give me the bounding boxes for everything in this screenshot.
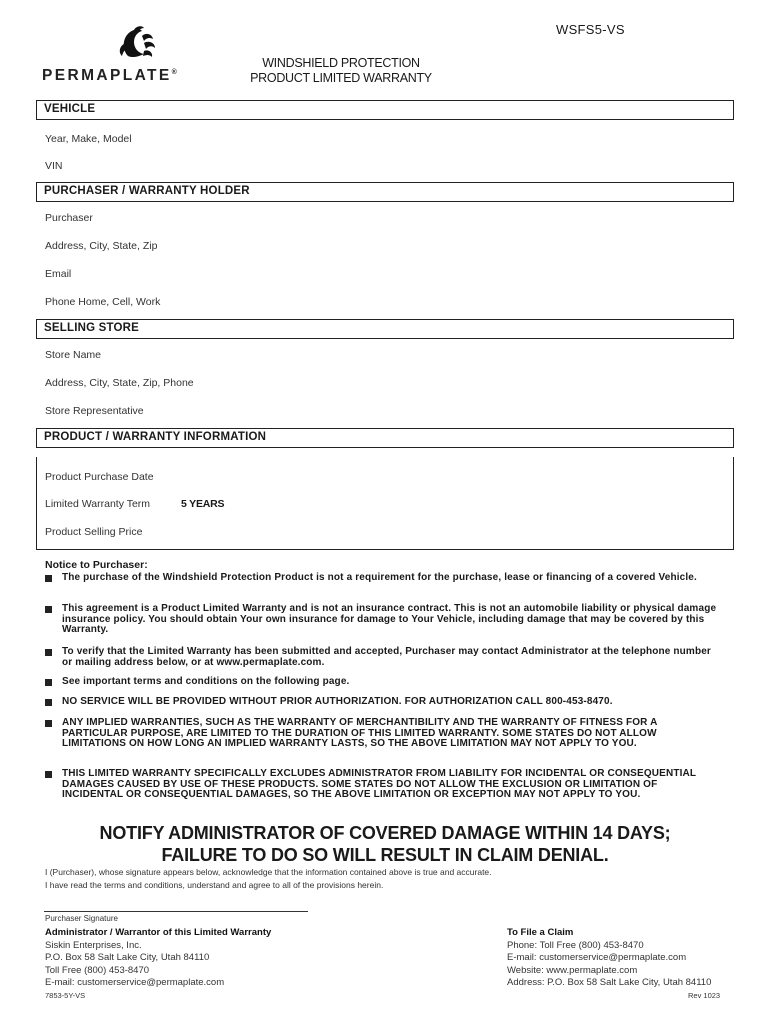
section-heading-product: PRODUCT / WARRANTY INFORMATION <box>36 428 734 448</box>
signature-line[interactable] <box>44 911 308 912</box>
notice-bullet <box>45 697 721 708</box>
field-warranty-term: Limited Warranty Term <box>45 498 151 510</box>
bullet-square-icon <box>45 771 52 778</box>
title-line-1: WINDSHIELD PROTECTION <box>262 56 420 70</box>
acknowledgement-line-1: I (Purchaser), whose signature appears below, acknowledge that the information contained above is true and accurate. <box>45 867 492 877</box>
claim-line: Address: P.O. Box 58 Salt Lake City, Utah 84110 <box>507 977 712 988</box>
notice-text: See important terms and conditions on the following page. <box>62 676 350 687</box>
bullet-square-icon <box>45 720 52 727</box>
brand-wordmark <box>42 67 177 85</box>
notice-bullet <box>45 677 721 688</box>
administrator-line: Toll Free (800) 453-8470 <box>45 964 150 976</box>
field-vin[interactable]: VIN <box>45 160 63 172</box>
bullet-square-icon <box>45 699 52 706</box>
notice-text: NO SERVICE WILL BE PROVIDED WITHOUT PRIOR AUTHORIZATION. FOR AUTHORIZATION CALL 800-453-8470. <box>62 696 613 707</box>
field-purchaser-address[interactable]: Address, City, State, Zip <box>45 240 158 252</box>
notice-text: THIS LIMITED WARRANTY SPECIFICALLY EXCLUDES ADMINISTRATOR FROM LIABILITY FOR INCIDENTAL OR CONSEQUENTIAL DAMAGES CAUSED BY USE OF THESE PRODUCTS. SOME STATES DO NOT ALLOW THE EXCLUSION OR LIMITATION OF INCIDENTAL OR CONSEQUENTIAL DAMAGES, SO THE ABOVE LIMITATION OR EXCEPTION MAY NOT APPLY TO YOU. <box>62 768 696 800</box>
claim-block <box>507 927 711 990</box>
notice-text: ANY IMPLIED WARRANTIES, SUCH AS THE WARRANTY OF MERCHANTIBILITY AND THE WARRANTY OF FITNESS FOR A PARTICULAR PURPOSE, ARE LIMITED TO THE DURATION OF THIS LIMITED WARRANTY. SOME STATES DO NOT ALLOW LIMITATIONS ON HOW LONG AN IMPLIED WARRANTY LASTS, SO THE ABOVE LIMITATION MAY NOT APPLY TO YOU. <box>62 717 658 749</box>
notice-bullet <box>45 769 721 801</box>
field-store-representative[interactable]: Store Representative <box>45 405 144 417</box>
claim-heading: To File a Claim <box>507 927 574 938</box>
section-heading-purchaser: PURCHASER / WARRANTY HOLDER <box>36 182 734 202</box>
signature-label: Purchaser Signature <box>45 914 118 923</box>
notice-bullet <box>45 647 721 668</box>
field-purchaser[interactable]: Purchaser <box>45 212 93 224</box>
notice-bullet <box>45 604 721 636</box>
footer-form-code: 7853-5Y-VS <box>45 991 86 1000</box>
field-email[interactable]: Email <box>45 268 72 280</box>
administrator-line: E-mail: customerservice@permaplate.com <box>45 977 225 988</box>
claim-line: Phone: Toll Free (800) 453-8470 <box>507 939 644 951</box>
administrator-heading: Administrator / Warrantor of this Limited Warranty <box>45 927 272 938</box>
administrator-block <box>45 927 271 990</box>
claim-line: E-mail: customerservice@permaplate.com <box>507 952 687 963</box>
title-line-2: PRODUCT LIMITED WARRANTY <box>250 71 432 85</box>
notice-text: The purchase of the Windshield Protection Product is not a requirement for the purchase, lease or financing of a covered Vehicle. <box>62 572 697 583</box>
registered-mark: ® <box>171 68 177 76</box>
notice-bullet <box>45 718 721 750</box>
notify-warning <box>36 822 734 866</box>
notify-line-2: FAILURE TO DO SO WILL RESULT IN CLAIM DENIAL. <box>161 845 609 865</box>
bullet-square-icon <box>45 679 52 686</box>
field-store-name[interactable]: Store Name <box>45 349 102 361</box>
administrator-line: Siskin Enterprises, Inc. <box>45 939 142 951</box>
bullet-square-icon <box>45 649 52 656</box>
bullet-square-icon <box>45 575 52 582</box>
document-title <box>236 56 446 86</box>
bullet-square-icon <box>45 606 52 613</box>
notify-line-1: NOTIFY ADMINISTRATOR OF COVERED DAMAGE WITHIN 14 DAYS; <box>99 823 671 843</box>
notice-heading: Notice to Purchaser: <box>45 559 148 571</box>
form-code: WSFS5-VS <box>556 22 625 37</box>
brand-name: PERMAPLATE <box>42 67 172 84</box>
field-phone[interactable]: Phone Home, Cell, Work <box>45 296 161 308</box>
administrator-line: P.O. Box 58 Salt Lake City, Utah 84110 <box>45 952 210 963</box>
warranty-term-value: 5 YEARS <box>181 498 225 510</box>
footer-revision: Rev 1023 <box>688 991 721 1000</box>
notice-text: To verify that the Limited Warranty has been submitted and accepted, Purchaser may contact Administrator at the telephone number or mailing address below, or at www.permaplate.com. <box>62 646 711 668</box>
notice-text: This agreement is a Product Limited Warranty and is not an insurance contract. This is not an automobile liability or physical damage insurance policy. You should obtain Your own insurance for damage to Your Vehicle, including damage that may be covered by this Warranty. <box>62 603 717 635</box>
claim-line: Website: www.permaplate.com <box>507 964 638 976</box>
section-heading-selling-store: SELLING STORE <box>36 319 734 339</box>
section-heading-vehicle: VEHICLE <box>36 100 734 120</box>
field-purchase-date[interactable]: Product Purchase Date <box>45 471 154 483</box>
field-selling-price[interactable]: Product Selling Price <box>45 526 143 538</box>
acknowledgement-line-2: I have read the terms and conditions, understand and agree to all of the provisions herein. <box>45 880 384 890</box>
field-year-make-model[interactable]: Year, Make, Model <box>45 133 132 145</box>
field-store-address[interactable]: Address, City, State, Zip, Phone <box>45 377 194 389</box>
notice-bullet <box>45 573 721 584</box>
